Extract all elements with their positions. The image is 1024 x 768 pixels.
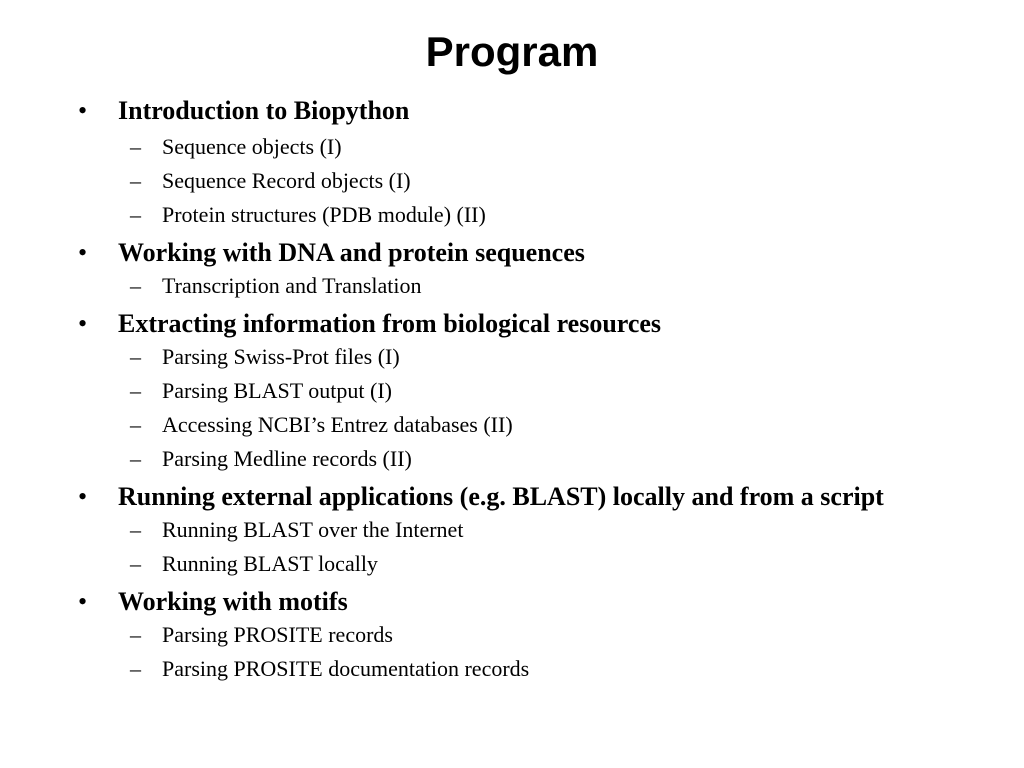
- bullet-item: • Working with motifs: [118, 587, 348, 617]
- sub-bullet-item: – Running BLAST over the Internet: [162, 517, 463, 543]
- sub-bullet-item: – Running BLAST locally: [162, 551, 378, 577]
- sub-bullet-item: – Accessing NCBI’s Entrez databases (II): [162, 412, 513, 438]
- sub-bullet-item: – Sequence Record objects (I): [162, 168, 411, 194]
- sub-bullet-item: – Protein structures (PDB module) (II): [162, 202, 486, 228]
- bullet-item: • Introduction to Biopython: [118, 96, 409, 126]
- bullet-item: • Extracting information from biological resources: [118, 309, 661, 339]
- slide-title: Program: [425, 28, 599, 75]
- sub-bullet-item: – Transcription and Translation: [162, 273, 422, 299]
- bullet-item: • Running external applications (e.g. BLAST) locally and from a script: [118, 482, 884, 512]
- sub-bullet-item: – Parsing PROSITE documentation records: [162, 656, 529, 682]
- sub-bullet-item: – Parsing Swiss-Prot files (I): [162, 344, 400, 370]
- sub-bullet-item: – Parsing PROSITE records: [162, 622, 393, 648]
- bullet-item: • Working with DNA and protein sequences: [118, 238, 585, 268]
- sub-bullet-item: – Sequence objects (I): [162, 134, 342, 160]
- sub-bullet-item: – Parsing Medline records (II): [162, 446, 412, 472]
- sub-bullet-item: – Parsing BLAST output (I): [162, 378, 392, 404]
